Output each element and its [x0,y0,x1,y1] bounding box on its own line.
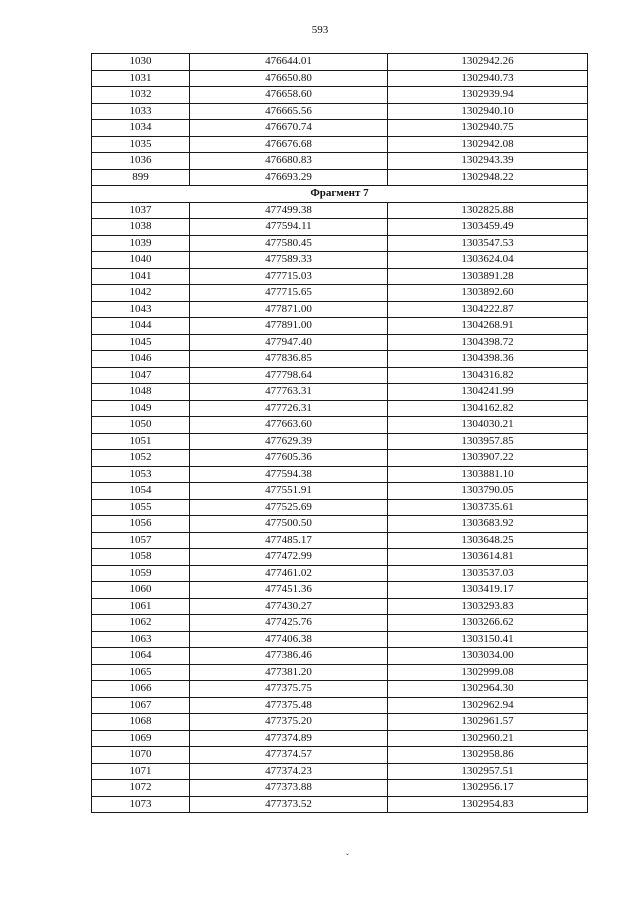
y-coordinate-cell: 1303547.53 [388,235,588,252]
x-coordinate-cell: 476670.74 [190,120,388,137]
y-coordinate-cell: 1302957.51 [388,763,588,780]
x-coordinate-cell: 477500.50 [190,516,388,533]
x-coordinate-cell: 477374.23 [190,763,388,780]
point-number-cell: 1054 [92,483,190,500]
point-number-cell: 1036 [92,153,190,170]
table-row [92,120,588,137]
x-coordinate-cell: 477589.33 [190,252,388,269]
table-row [92,730,588,747]
point-number-cell: 899 [92,169,190,186]
table-row [92,631,588,648]
point-number-cell: 1044 [92,318,190,335]
y-coordinate-cell: 1302958.86 [388,747,588,764]
point-number-cell: 1051 [92,433,190,450]
x-coordinate-cell: 477375.20 [190,714,388,731]
y-coordinate-cell: 1303648.25 [388,532,588,549]
point-number-cell: 1071 [92,763,190,780]
y-coordinate-cell: 1302942.26 [388,54,588,71]
table-row [92,796,588,813]
x-coordinate-cell: 477580.45 [190,235,388,252]
table-row [92,565,588,582]
table-row [92,780,588,797]
x-coordinate-cell: 477798.64 [190,367,388,384]
coordinates-table-body [92,54,588,813]
y-coordinate-cell: 1303735.61 [388,499,588,516]
table-row [92,136,588,153]
table-row [92,400,588,417]
y-coordinate-cell: 1304316.82 [388,367,588,384]
point-number-cell: 1070 [92,747,190,764]
x-coordinate-cell: 477663.60 [190,417,388,434]
y-coordinate-cell: 1303957.85 [388,433,588,450]
point-number-cell: 1049 [92,400,190,417]
x-coordinate-cell: 477871.00 [190,301,388,318]
y-coordinate-cell: 1304162.82 [388,400,588,417]
x-coordinate-cell: 476676.68 [190,136,388,153]
y-coordinate-cell: 1303266.62 [388,615,588,632]
point-number-cell: 1030 [92,54,190,71]
x-coordinate-cell: 477947.40 [190,334,388,351]
table-row [92,714,588,731]
x-coordinate-cell: 477836.85 [190,351,388,368]
fragment-label: Фрагмент 7 [92,186,588,203]
x-coordinate-cell: 477386.46 [190,648,388,665]
y-coordinate-cell: 1302964.30 [388,681,588,698]
x-coordinate-cell: 477499.38 [190,202,388,219]
y-coordinate-cell: 1302961.57 [388,714,588,731]
x-coordinate-cell: 477629.39 [190,433,388,450]
x-coordinate-cell: 477406.38 [190,631,388,648]
y-coordinate-cell: 1303459.49 [388,219,588,236]
table-row [92,367,588,384]
table-row [92,169,588,186]
fragment-header-row [92,186,588,203]
y-coordinate-cell: 1302825.88 [388,202,588,219]
table-row [92,499,588,516]
table-row [92,664,588,681]
point-number-cell: 1043 [92,301,190,318]
x-coordinate-cell: 477451.36 [190,582,388,599]
table-row [92,532,588,549]
table-row [92,417,588,434]
point-number-cell: 1045 [92,334,190,351]
y-coordinate-cell: 1303419.17 [388,582,588,599]
y-coordinate-cell: 1302940.73 [388,70,588,87]
point-number-cell: 1042 [92,285,190,302]
point-number-cell: 1038 [92,219,190,236]
y-coordinate-cell: 1303891.28 [388,268,588,285]
point-number-cell: 1057 [92,532,190,549]
table-row [92,648,588,665]
table-row [92,483,588,500]
x-coordinate-cell: 477461.02 [190,565,388,582]
point-number-cell: 1046 [92,351,190,368]
table-row [92,103,588,120]
point-number-cell: 1065 [92,664,190,681]
point-number-cell: 1063 [92,631,190,648]
y-coordinate-cell: 1302939.94 [388,87,588,104]
point-number-cell: 1031 [92,70,190,87]
y-coordinate-cell: 1304030.21 [388,417,588,434]
y-coordinate-cell: 1303034.00 [388,648,588,665]
x-coordinate-cell: 476680.83 [190,153,388,170]
point-number-cell: 1055 [92,499,190,516]
x-coordinate-cell: 477374.57 [190,747,388,764]
y-coordinate-cell: 1304398.36 [388,351,588,368]
x-coordinate-cell: 477715.03 [190,268,388,285]
table-row [92,301,588,318]
x-coordinate-cell: 477425.76 [190,615,388,632]
y-coordinate-cell: 1302940.10 [388,103,588,120]
point-number-cell: 1072 [92,780,190,797]
table-row [92,681,588,698]
point-number-cell: 1048 [92,384,190,401]
x-coordinate-cell: 476650.80 [190,70,388,87]
y-coordinate-cell: 1302948.22 [388,169,588,186]
point-number-cell: 1056 [92,516,190,533]
point-number-cell: 1034 [92,120,190,137]
point-number-cell: 1061 [92,598,190,615]
y-coordinate-cell: 1303892.60 [388,285,588,302]
point-number-cell: 1066 [92,681,190,698]
table-row [92,433,588,450]
point-number-cell: 1060 [92,582,190,599]
x-coordinate-cell: 476665.56 [190,103,388,120]
y-coordinate-cell: 1304268.91 [388,318,588,335]
table-row [92,219,588,236]
x-coordinate-cell: 477375.75 [190,681,388,698]
table-row [92,252,588,269]
y-coordinate-cell: 1302943.39 [388,153,588,170]
y-coordinate-cell: 1302954.83 [388,796,588,813]
x-coordinate-cell: 477472.99 [190,549,388,566]
y-coordinate-cell: 1303683.92 [388,516,588,533]
x-coordinate-cell: 477430.27 [190,598,388,615]
table-row [92,318,588,335]
point-number-cell: 1069 [92,730,190,747]
point-number-cell: 1047 [92,367,190,384]
y-coordinate-cell: 1303790.05 [388,483,588,500]
point-number-cell: 1032 [92,87,190,104]
point-number-cell: 1064 [92,648,190,665]
y-coordinate-cell: 1303907.22 [388,450,588,467]
point-number-cell: 1037 [92,202,190,219]
table-row [92,615,588,632]
table-row [92,87,588,104]
table-row [92,153,588,170]
y-coordinate-cell: 1304222.87 [388,301,588,318]
x-coordinate-cell: 477525.69 [190,499,388,516]
y-coordinate-cell: 1303614.81 [388,549,588,566]
y-coordinate-cell: 1302956.17 [388,780,588,797]
point-number-cell: 1050 [92,417,190,434]
point-number-cell: 1041 [92,268,190,285]
y-coordinate-cell: 1303624.04 [388,252,588,269]
y-coordinate-cell: 1304398.72 [388,334,588,351]
x-coordinate-cell: 477551.91 [190,483,388,500]
point-number-cell: 1058 [92,549,190,566]
y-coordinate-cell: 1302962.94 [388,697,588,714]
point-number-cell: 1062 [92,615,190,632]
y-coordinate-cell: 1303537.03 [388,565,588,582]
table-row [92,763,588,780]
x-coordinate-cell: 477381.20 [190,664,388,681]
x-coordinate-cell: 477375.48 [190,697,388,714]
x-coordinate-cell: 477594.11 [190,219,388,236]
x-coordinate-cell: 477605.36 [190,450,388,467]
x-coordinate-cell: 477374.89 [190,730,388,747]
y-coordinate-cell: 1302960.21 [388,730,588,747]
table-row [92,549,588,566]
y-coordinate-cell: 1304241.99 [388,384,588,401]
table-row [92,747,588,764]
table-row [92,70,588,87]
table-row [92,598,588,615]
point-number-cell: 1052 [92,450,190,467]
x-coordinate-cell: 477891.00 [190,318,388,335]
y-coordinate-cell: 1303881.10 [388,466,588,483]
x-coordinate-cell: 477726.31 [190,400,388,417]
x-coordinate-cell: 476693.29 [190,169,388,186]
x-coordinate-cell: 477373.88 [190,780,388,797]
point-number-cell: 1040 [92,252,190,269]
y-coordinate-cell: 1302940.75 [388,120,588,137]
point-number-cell: 1059 [92,565,190,582]
y-coordinate-cell: 1302942.08 [388,136,588,153]
point-number-cell: 1053 [92,466,190,483]
table-row [92,54,588,71]
point-number-cell: 1035 [92,136,190,153]
x-coordinate-cell: 476658.60 [190,87,388,104]
y-coordinate-cell: 1302999.08 [388,664,588,681]
table-row [92,516,588,533]
table-row [92,697,588,714]
y-coordinate-cell: 1303293.83 [388,598,588,615]
table-row [92,235,588,252]
x-coordinate-cell: 477715.65 [190,285,388,302]
coordinates-table [91,53,588,813]
table-row [92,351,588,368]
x-coordinate-cell: 477763.31 [190,384,388,401]
point-number-cell: 1039 [92,235,190,252]
point-number-cell: 1067 [92,697,190,714]
x-coordinate-cell: 476644.01 [190,54,388,71]
y-coordinate-cell: 1303150.41 [388,631,588,648]
table-row [92,466,588,483]
table-row [92,202,588,219]
table-row [92,285,588,302]
table-row [92,334,588,351]
table-row [92,582,588,599]
x-coordinate-cell: 477594.38 [190,466,388,483]
point-number-cell: 1073 [92,796,190,813]
footer-mark: ˇ [346,852,349,862]
x-coordinate-cell: 477373.52 [190,796,388,813]
page-number: 593 [311,24,329,36]
table-row [92,384,588,401]
table-row [92,450,588,467]
point-number-cell: 1033 [92,103,190,120]
x-coordinate-cell: 477485.17 [190,532,388,549]
point-number-cell: 1068 [92,714,190,731]
table-row [92,268,588,285]
